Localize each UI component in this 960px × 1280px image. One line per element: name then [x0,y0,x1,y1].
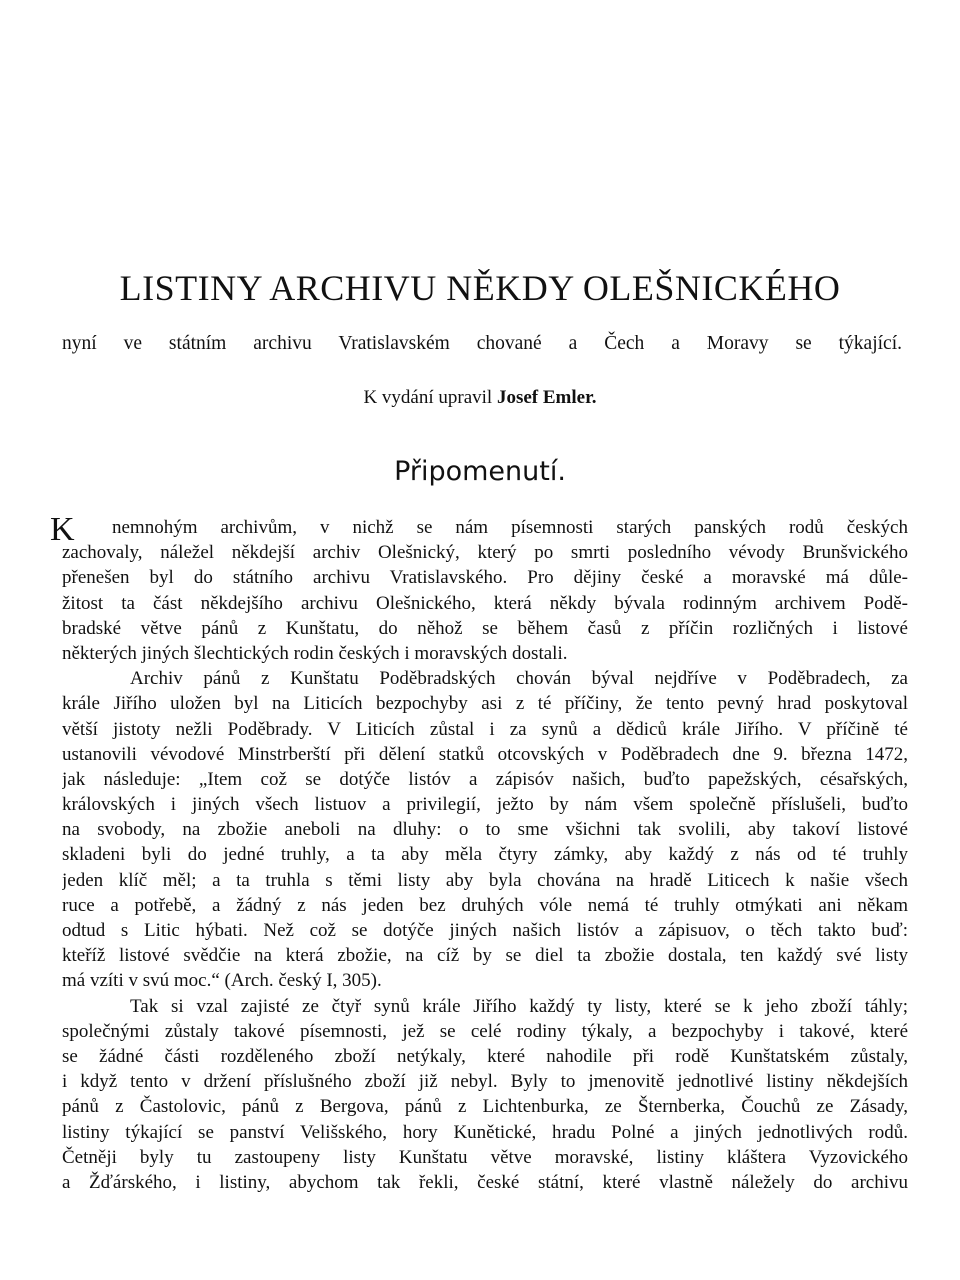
text-line: královských i jiných všech listuov a privilegií, ježto by nám všem společně příslušeli, buďto [62,794,908,816]
text-line: některých jiných šlechtických rodin českých i moravských dostali. [62,642,568,664]
text-line: ustanovili vévodové Minstrberští při dělení statků otcovských v Poděbradech dne 9. března 1472, [62,743,908,765]
text-line: pánů z Častolovic, pánů z Bergova, pánů z Lichtenburka, ze Šternberka, Čouchů ze Zásady, [62,1096,908,1118]
document-subtitle: nyní ve státním archivu Vratislavském chované a Čech a Moravy se týkající. [62,333,902,354]
text-line: společnými zůstaly takové písemnosti, jež se celé rodiny týkaly, a bezpochyby i takové, které [62,1020,908,1042]
text-line: a Žďárského, i listiny, abychom tak řekli, české státní, které vlastně náležely do archivu [62,1171,908,1193]
text-line: zachovaly, náležel někdejší archiv Olešnický, který po smrti posledního vévody Brunšvického [62,542,908,564]
document-title: LISTINY ARCHIVU NĚKDY OLEŠNICKÉHO [119,268,841,308]
text-line: jeden klíč měl; a ta truhla s těmi listy aby byla chována na hradě Liticech k našie všech [62,869,908,891]
text-line: Četněji byly tu zastoupeny listy Kunštatu větve moravské, listiny kláštera Vyzovického [62,1146,908,1168]
text-line: krále Jiřího uložen byl na Liticích bezpochyby asi z té příčiny, že tento pevný hrad poskytoval [62,693,908,715]
text-line: větší jistoty nežli Poděbrady. V Liticích zůstal i za synů a dědiců krále Jiřího. V příčině té [62,718,908,740]
text-line: Archiv pánů z Kunštatu Poděbradských chován býval nejdříve v Poděbradech, za [130,668,908,690]
drop-cap: K [50,511,75,548]
text-line: i když tento v držení příslušného zboží již nebyl. Byly to jmenovitě jednotlivé listiny někdejších [62,1071,908,1093]
text-line: jak následuje: „Item což se dotýče listóv a zápisóv našich, buďto papežských, césařských, [62,768,908,790]
editor-credit [0,384,960,412]
text-line: skladeni byli do jedné truhly, a ta aby měla čtyry zámky, aby každý z nás od té truhly [62,844,908,866]
text-line: odtud s Litic hýbati. Než což se dotýče jiných našich listóv a zápisuov, o těch takto buď: [62,920,908,941]
text-line: listiny týkající se panství Velišského, hory Kunětické, hradu Polné a jiných jednotlivých rodů. [62,1121,908,1143]
editor-prefix: K vydání upravil [363,387,497,408]
text-line: na svobody, na zbožie aneboli na dluhy: o to sme všichni tak svolili, aby takoví listové [62,819,908,841]
text-line: Tak si vzal zajisté ze čtyř synů krále Jiřího každý ty listy, které se k jeho zboží táhly; [130,995,908,1017]
text-line: má vzíti v svú moc.“ (Arch. český I, 305). [62,970,382,992]
section-heading: Připomenutí. [394,456,566,487]
text-line: ruce a potřebě, a žádný z nás jeden bez druhých vóle nemá té truhly otmýkati ani někam [62,894,908,916]
text-line: žitost ta část někdejšího archivu Olešnického, která někdy bývala rodinným archivem Podě- [62,592,908,614]
text-line: přenešen byl do státního archivu Vratislavského. Pro dějiny české a moravské má důle- [62,567,908,589]
text-line: se žádné části rozděleného zboží netýkaly, které nahodile při rodě Kunštatském zůstaly, [62,1045,908,1067]
text-line: nemnohým archivům, v nichž se nám písemnosti starých panských rodů českých [112,517,908,538]
editor-name: Josef Emler. [496,387,597,408]
text-line: bradské větve pánů z Kunštatu, do něhož se během časů z příčin rozličných i listové [62,617,908,639]
text-line: kteříž listové svědčie na která zbožie, na cíž by se diel ta zbožie dostala, ten každý své listy [62,945,908,967]
body-text [62,515,908,1195]
